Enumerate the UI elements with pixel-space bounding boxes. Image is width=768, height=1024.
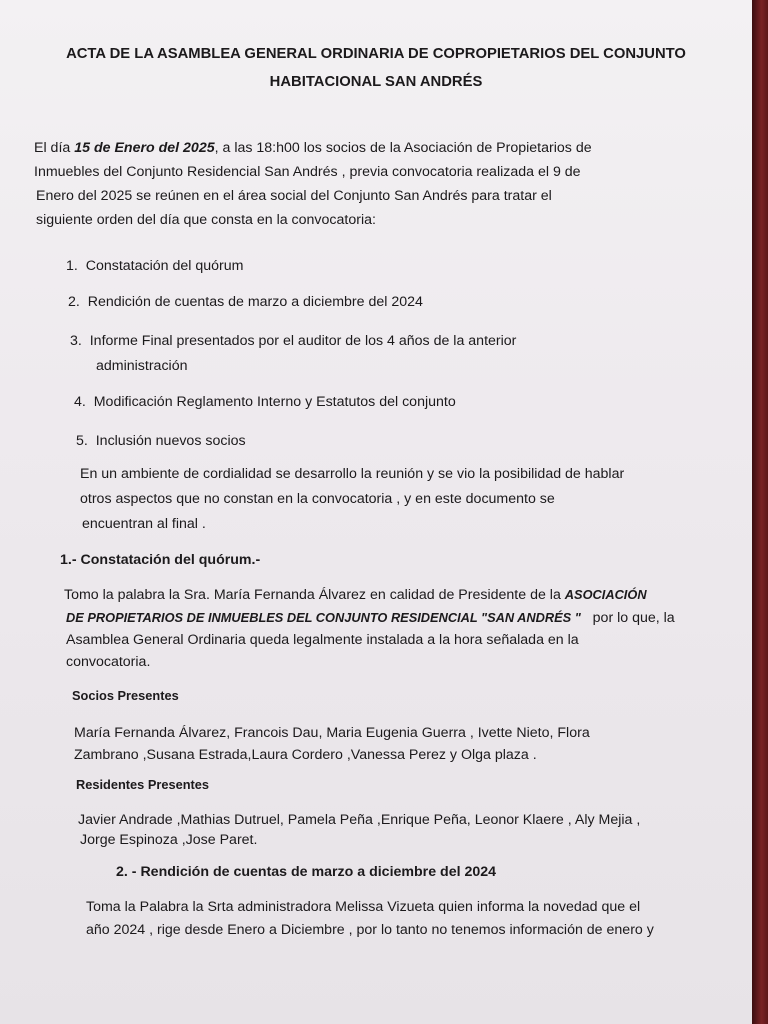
residentes-presentes-line-2: Jorge Espinoza ,Jose Paret. — [80, 832, 258, 848]
cordiality-line-3: encuentran al final . — [82, 516, 206, 532]
agenda-item-2: 2. Rendición de cuentas de marzo a diciembre del 2024 — [68, 294, 423, 310]
section-1-paragraph-line-2: DE PROPIETARIOS DE INMUEBLES DEL CONJUNTO RESIDENCIAL "SAN ANDRÉS " por lo que, la — [66, 610, 675, 626]
section-1-paragraph-line-3: Asamblea General Ordinaria queda legalmente instalada a la hora señalada en la — [66, 632, 579, 648]
section-2-line-2: año 2024 , rige desde Enero a Diciembre , por lo tanto no tenemos información de enero y — [86, 922, 654, 938]
residentes-presentes-line-1: Javier Andrade ,Mathias Dutruel, Pamela Peña ,Enrique Peña, Leonor Klaere , Aly Mejia , — [78, 812, 641, 828]
socios-presentes-heading: Socios Presentes — [72, 688, 179, 703]
residentes-presentes-heading: Residentes Presentes — [76, 777, 210, 792]
document-title-line-1: ACTA DE LA ASAMBLEA GENERAL ORDINARIA DE COPROPIETARIOS DEL CONJUNTO — [66, 46, 686, 62]
agenda-item-1: 1. Constatación del quórum — [66, 258, 244, 274]
section-2-line-1: Toma la Palabra la Srta administradora Melissa Vizueta quien informa la novedad que el — [86, 899, 641, 915]
intro-line-3: Enero del 2025 se reúnen en el área social del Conjunto San Andrés para tratar el — [36, 188, 552, 204]
agenda-item-3-continued: administración — [96, 358, 188, 374]
background-edge — [752, 0, 768, 1024]
intro-line-4: siguiente orden del día que consta en la convocatoria: — [36, 212, 376, 228]
intro-line-2: Inmuebles del Conjunto Residencial San Andrés , previa convocatoria realizada el 9 de — [34, 164, 581, 180]
cordiality-line-1: En un ambiente de cordialidad se desarrollo la reunión y se vio la posibilidad de hablar — [80, 466, 625, 482]
agenda-item-4: 4. Modificación Reglamento Interno y Estatutos del conjunto — [74, 394, 456, 410]
socios-presentes-line-2: Zambrano ,Susana Estrada,Laura Cordero ,Vanessa Perez y Olga plaza . — [74, 747, 537, 763]
socios-presentes-line-1: María Fernanda Álvarez, Francois Dau, Maria Eugenia Guerra , Ivette Nieto, Flora — [74, 725, 590, 741]
intro-line-1: El día 15 de Enero del 2025, a las 18:h00 los socios de la Asociación de Propietarios de — [34, 140, 592, 156]
cordiality-line-2: otros aspectos que no constan en la convocatoria , y en este documento se — [80, 491, 555, 507]
agenda-item-5: 5. Inclusión nuevos socios — [76, 433, 246, 449]
section-2-heading: 2. - Rendición de cuentas de marzo a diciembre del 2024 — [116, 864, 497, 880]
section-1-heading: 1.- Constatación del quórum.- — [60, 552, 261, 568]
agenda-item-3: 3. Informe Final presentados por el auditor de los 4 años de la anterior — [70, 333, 517, 349]
section-1-paragraph-line-4: convocatoria. — [66, 654, 151, 670]
section-1-paragraph-line-1: Tomo la palabra la Sra. María Fernanda Álvarez en calidad de Presidente de la ASOCIACIÓN — [64, 587, 647, 603]
document-title-line-2: HABITACIONAL SAN ANDRÉS — [269, 74, 483, 90]
